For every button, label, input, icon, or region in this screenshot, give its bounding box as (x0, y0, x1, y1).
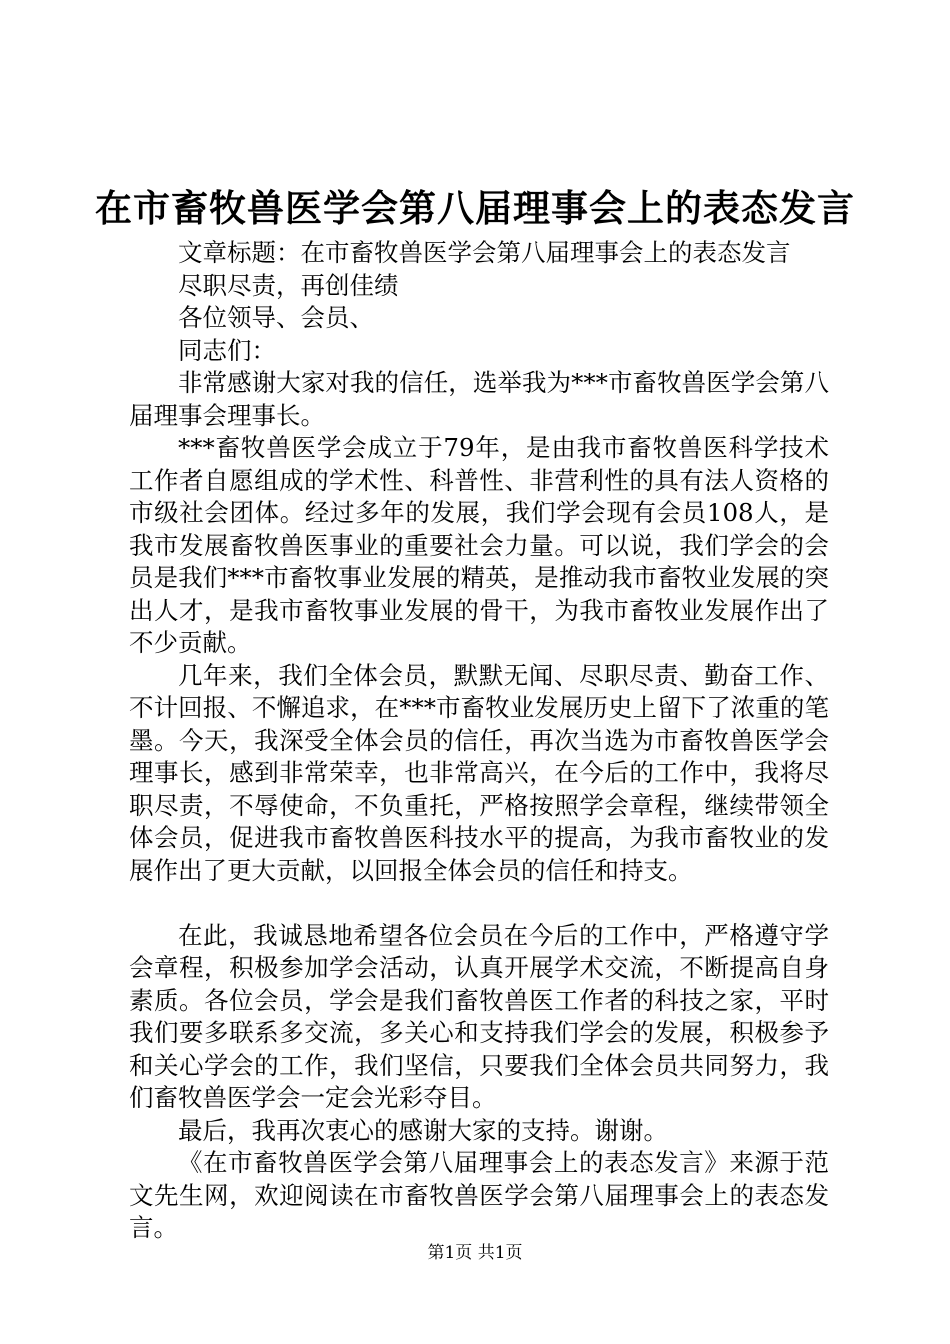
document-title: 在市畜牧兽医学会第八届理事会上的表态发言 (95, 186, 855, 230)
paragraph-thanks: 非常感谢大家对我的信任，选举我为***市畜牧兽医学会第八届理事会理事长。 (129, 368, 829, 430)
paragraph-source: 《在市畜牧兽医学会第八届理事会上的表态发言》来源于范文先生网，欢迎阅读在市畜牧兽医学会第八届理事会上的表态发言。 (129, 1148, 829, 1242)
page-footer: 第1页 共1页 (427, 1243, 523, 1263)
paragraph-gap (129, 887, 829, 920)
paragraph-salutation-1: 各位领导、会员、 (178, 303, 374, 332)
paragraph-article-title: 文章标题：在市畜牧兽医学会第八届理事会上的表态发言 (178, 238, 791, 267)
document-body (129, 237, 829, 1245)
paragraph-society-intro: ***畜牧兽医学会成立于79年，是由我市畜牧兽医科学技术工作者自愿组成的学术性、科普性、非营利性的具有法人资格的市级社会团体。经过多年的发展，我们学会现有会员108人，是我市发展畜牧兽医事业的重要社会力量。可以说，我们学会的会员是我们***市畜牧事业发展的精英，是推动我市畜牧业发展的突出人才，是我市畜牧事业发展的骨干，为我市畜牧业发展作出了不少贡献。 (129, 433, 829, 657)
paragraph-closing: 最后，我再次衷心的感谢大家的支持。谢谢。 (178, 1115, 668, 1145)
paragraph-hopes: 在此，我诚恳地希望各位会员在今后的工作中，严格遵守学会章程，积极参加学会活动，认真开展学术交流，不断提高自身素质。各位会员，学会是我们畜牧兽医工作者的科技之家，平时我们要多联系多交流，多关心和支持我们学会的发展，积极参予和关心学会的工作，我们坚信，只要我们全体会员共同努力，我们畜牧兽医学会一定会光彩夺目。 (129, 920, 829, 1112)
paragraph-recent-years: 几年来，我们全体会员，默默无闻、尽职尽责、勤奋工作、不计回报、不懈追求，在***市畜牧业发展历史上留下了浓重的笔墨。今天，我深受全体会员的信任，再次当选为市畜牧兽医学会理事长，感到非常荣幸，也非常高兴，在今后的工作中，我将尽职尽责，不辱使命，不负重托，严格按照学会章程，继续带领全体会员，促进我市畜牧兽医科技水平的提高，为我市畜牧业的发展作出了更大贡献，以回报全体会员的信任和持支。 (129, 660, 829, 885)
paragraph-salutation-2: 同志们： (178, 335, 276, 365)
paragraph-subtitle: 尽职尽责，再创佳绩 (178, 270, 399, 300)
